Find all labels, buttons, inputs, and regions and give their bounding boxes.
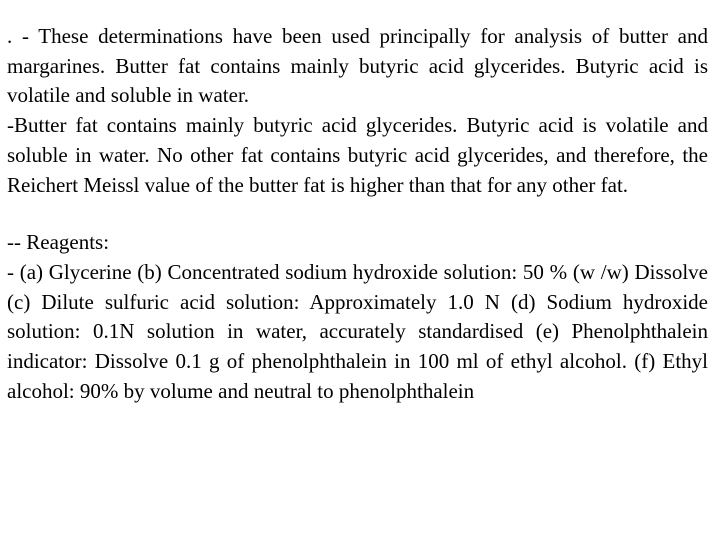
- reagents-list: - (a) Glycerine (b) Concentrated sodium hydroxide solution: 50 % (w /w) Dissolve (c) Dilute sulfuric acid solution: Approximately 1.0 N (d) Sodium hydroxide solution: 0.1N solution in water, accurately standardised (e) Phenolphthalein indicator: Dissolve 0.1 g of phenolphthalein in 100 ml of ethyl alcohol. (f) Ethyl alcohol: 90% by volume and neutral to phenolphthalein: [7, 259, 708, 403]
- paragraph-spacer: [7, 200, 708, 228]
- slide-body: [7, 22, 708, 406]
- intro-paragraph: . - These determinations have been used principally for analysis of butter and margarines. Butter fat contains mainly butyric acid glycerides. Butyric acid is volatile and soluble in water.: [7, 24, 708, 108]
- butter-fat-paragraph: -Butter fat contains mainly butyric acid glycerides. Butyric acid is volatile and soluble in water. No other fat contains butyric acid glycerides, and therefore, the Reichert Meissl value of the butter fat is higher than that for any other fat.: [7, 113, 708, 197]
- reagents-heading: -- Reagents:: [7, 230, 110, 255]
